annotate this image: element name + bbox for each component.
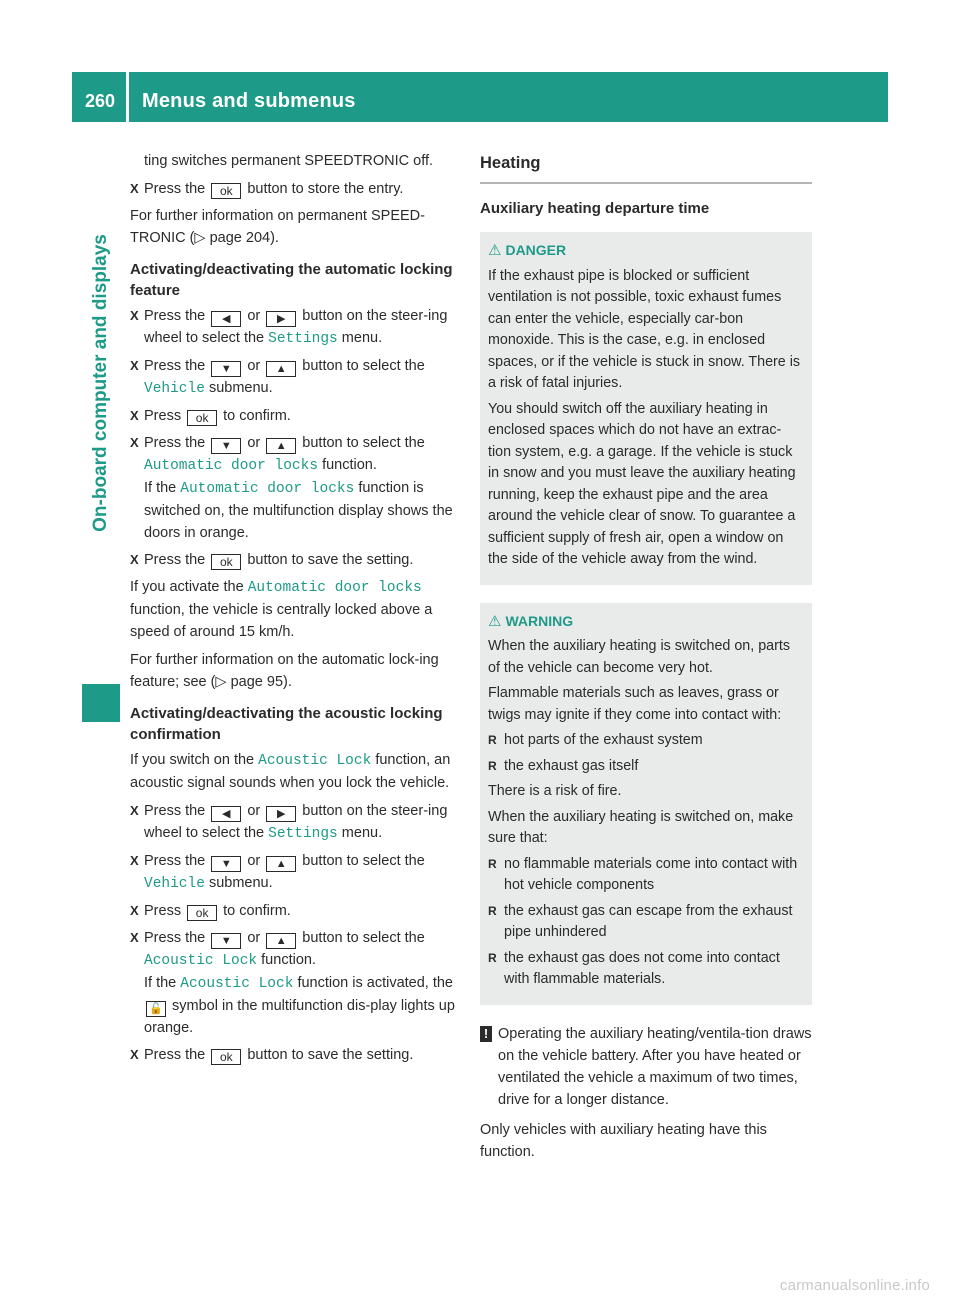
step-marker-icon: X bbox=[130, 552, 139, 567]
paragraph: If you switch on the Acoustic Lock function, an acoustic signal sounds when you lock the vehicle. bbox=[130, 752, 451, 791]
down-arrow-button-icon: ▼ bbox=[211, 438, 241, 454]
menu-name: Vehicle bbox=[144, 381, 205, 397]
instruction-step: X Press ok to confirm. bbox=[130, 405, 460, 427]
instruction-step: X Press the ok button to store the entry. bbox=[130, 178, 460, 200]
instruction-step: X Press the ▼ or ▲ button to select the Acoustic Lock function. If the Acoustic Lock function is activated, the 🔓 symbol in the multifunction dis-play lights up orange. bbox=[130, 927, 460, 1039]
step-marker-icon: X bbox=[130, 803, 139, 818]
instruction-step: X Press the ▼ or ▲ button to select the Vehicle submenu. bbox=[130, 355, 460, 400]
side-tab-label: On-board computer and displays bbox=[90, 234, 111, 532]
up-arrow-button-icon: ▲ bbox=[266, 361, 296, 377]
step-marker-icon: X bbox=[130, 181, 139, 196]
paragraph: For further information on the automatic lock-ing feature; see (▷ page 95). bbox=[130, 652, 439, 690]
lock-symbol-icon: 🔓 bbox=[146, 1001, 166, 1017]
list-item: R the exhaust gas can escape from the exhaust pipe unhindered bbox=[488, 902, 793, 940]
instruction-step: X Press ok to confirm. bbox=[130, 900, 460, 922]
bullet-icon: R bbox=[488, 856, 497, 871]
function-name: Automatic door locks bbox=[180, 481, 355, 497]
paragraph: When the auxiliary heating is switched on, parts of the vehicle can become very hot. bbox=[488, 638, 790, 676]
list-item: R the exhaust gas does not come into contact with flammable materials. bbox=[488, 949, 780, 987]
warning-triangle-icon: ⚠ bbox=[488, 242, 502, 259]
page-title: Menus and submenus bbox=[142, 90, 356, 112]
instruction-step: X Press the ▼ or ▲ button to select the Automatic door locks function. If the Automatic door locks function is switched on, the multifunction display shows the doors in orange. bbox=[130, 432, 460, 544]
step-marker-icon: X bbox=[130, 1047, 139, 1062]
header-divider bbox=[126, 72, 129, 122]
danger-title: ⚠ DANGER bbox=[488, 240, 804, 262]
down-arrow-button-icon: ▼ bbox=[211, 933, 241, 949]
section-heading: Heating bbox=[480, 150, 812, 184]
function-name: Acoustic Lock bbox=[144, 953, 258, 969]
down-arrow-button-icon: ▼ bbox=[211, 856, 241, 872]
function-name: Acoustic Lock bbox=[180, 976, 294, 992]
menu-name: Vehicle bbox=[144, 876, 205, 892]
list-item: R hot parts of the exhaust system bbox=[488, 730, 804, 752]
step-marker-icon: X bbox=[130, 408, 139, 423]
ok-button-icon: ok bbox=[211, 1049, 241, 1065]
list-item: R no flammable materials come into contact with hot vehicle components bbox=[488, 855, 798, 893]
bullet-icon: R bbox=[488, 733, 497, 747]
list-item: R the exhaust gas itself bbox=[488, 756, 804, 778]
paragraph: ting switches permanent SPEEDTRONIC off. bbox=[144, 153, 434, 169]
warning-box bbox=[480, 603, 812, 1005]
warning-triangle-icon: ⚠ bbox=[488, 612, 502, 630]
step-marker-icon: X bbox=[130, 930, 139, 945]
danger-box bbox=[480, 232, 812, 585]
ok-button-icon: ok bbox=[187, 905, 217, 921]
instruction-step: X Press the ◀ or ▶ button on the steer-ing wheel to select the Settings menu. bbox=[130, 800, 460, 845]
exclamation-icon: ! bbox=[480, 1026, 492, 1042]
step-marker-icon: X bbox=[130, 308, 139, 323]
instruction-step: X Press the ◀ or ▶ button on the steer-ing wheel to select the Settings menu. bbox=[130, 305, 460, 350]
function-name: Automatic door locks bbox=[144, 458, 319, 474]
step-marker-icon: X bbox=[130, 435, 139, 450]
subheading: Activating/deactivating the automatic locking feature bbox=[130, 261, 453, 299]
right-arrow-button-icon: ▶ bbox=[266, 806, 296, 822]
instruction-step: X Press the ▼ or ▲ button to select the Vehicle submenu. bbox=[130, 850, 460, 895]
left-arrow-button-icon: ◀ bbox=[211, 311, 241, 327]
page-number: 260 bbox=[84, 91, 116, 111]
down-arrow-button-icon: ▼ bbox=[211, 361, 241, 377]
paragraph: For further information on permanent SPEED-TRONIC (▷ page 204). bbox=[130, 208, 425, 246]
function-name: Acoustic Lock bbox=[258, 753, 372, 769]
subheading: Auxiliary heating departure time bbox=[480, 200, 710, 217]
paragraph: Only vehicles with auxiliary heating have this function. bbox=[480, 1121, 767, 1160]
step-marker-icon: X bbox=[130, 853, 139, 868]
step-marker-icon: X bbox=[130, 903, 139, 918]
right-arrow-button-icon: ▶ bbox=[266, 311, 296, 327]
paragraph: When the auxiliary heating is switched on, make sure that: bbox=[488, 808, 794, 846]
bullet-icon: R bbox=[488, 903, 497, 918]
instruction-step: X Press the ok button to save the setting. bbox=[130, 1044, 460, 1066]
left-arrow-button-icon: ◀ bbox=[211, 806, 241, 822]
paragraph: If the exhaust pipe is blocked or sufficient ventilation is not possible, toxic exhaust fumes can enter the vehicle, especially car-bon monoxide. This is the case, e.g. in enclosed spaces, or if the vehicle is stuck in snow. There is a risk of fatal injuries. bbox=[488, 267, 801, 391]
right-column bbox=[480, 150, 812, 1169]
subheading: Activating/deactivating the acoustic locking confirmation bbox=[130, 705, 443, 743]
up-arrow-button-icon: ▲ bbox=[266, 438, 296, 454]
instruction-step: X Press the ok button to save the setting. bbox=[130, 549, 460, 571]
paragraph: There is a risk of fire. bbox=[488, 783, 622, 799]
function-name: Automatic door locks bbox=[247, 580, 422, 596]
left-column bbox=[130, 150, 460, 1071]
menu-name: Settings bbox=[268, 331, 338, 347]
warning-title: ⚠ WARNING bbox=[488, 611, 804, 633]
side-tab-marker bbox=[82, 684, 120, 722]
paragraph: If you activate the Automatic door locks function, the vehicle is centrally locked above a speed of around 15 km/h. bbox=[130, 579, 433, 640]
up-arrow-button-icon: ▲ bbox=[266, 856, 296, 872]
ok-button-icon: ok bbox=[187, 410, 217, 426]
bullet-icon: R bbox=[488, 758, 497, 773]
note: ! Operating the auxiliary heating/ventila-tion draws on the vehicle battery. After you have heated or ventilated the vehicle a maximum of two times, drive for a longer distance. bbox=[480, 1023, 812, 1111]
step-marker-icon: X bbox=[130, 358, 139, 373]
ok-button-icon: ok bbox=[211, 183, 241, 199]
paragraph: Flammable materials such as leaves, grass or twigs may ignite if they come into contact with: bbox=[488, 685, 782, 723]
paragraph: You should switch off the auxiliary heating in enclosed spaces which do not have an extrac-tion system, e.g. a garage. If the vehicle is stuck in snow and you must leave the auxiliary heating running, keep the exhaust pipe and the area around the vehicle clear of snow. To guarantee a sufficient supply of fresh air, open a window on the side of the vehicle away from the wind. bbox=[488, 400, 796, 567]
up-arrow-button-icon: ▲ bbox=[266, 933, 296, 949]
menu-name: Settings bbox=[268, 826, 338, 842]
bullet-icon: R bbox=[488, 950, 497, 965]
ok-button-icon: ok bbox=[211, 554, 241, 570]
watermark: carmanualsonline.info bbox=[779, 1277, 930, 1294]
